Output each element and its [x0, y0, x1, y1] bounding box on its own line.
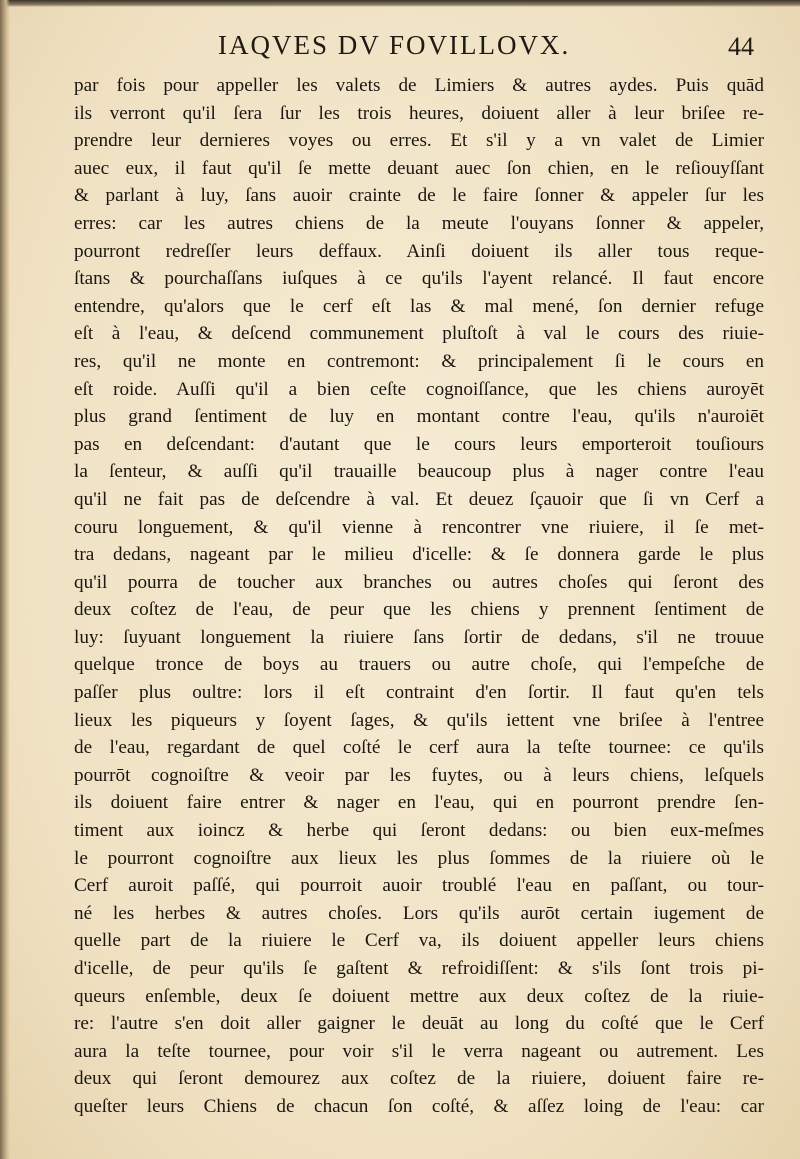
text-line: ſtans & pourchaſſans iuſques à ce qu'ils l'ayent relancé. Il faut encore — [74, 268, 764, 290]
text-line: qu'il ne fait pas de deſcendre à val. Et deuez ſçauoir que ſi vn Cerf a — [74, 488, 764, 510]
text-line: couru longuement, & qu'il vienne à rencontrer vne riuiere, il ſe met- — [74, 516, 764, 538]
body-text — [74, 72, 764, 1121]
text-line: par fois pour appeller les valets de Limiers & autres aydes. Puis quād — [74, 75, 764, 96]
text-line: deux qui ſeront demourez aux coſtez de la riuiere, doiuent faire re- — [74, 1068, 764, 1090]
text-line: le pourront cognoiſtre aux lieux les plus ſommes de la riuiere où le — [74, 847, 764, 869]
text-line: paſſer plus oultre: lors il eſt contraint d'en ſortir. Il faut qu'en tels — [74, 682, 764, 704]
text-line: né les herbes & autres choſes. Lors qu'ils aurōt certain iugement de — [74, 902, 764, 924]
text-line: entendre, qu'alors que le cerf eſt las & mal mené, ſon dernier refuge — [74, 295, 764, 317]
text-line: & parlant à luy, ſans auoir crainte de le faire ſonner & appeler ſur les — [74, 185, 764, 207]
text-line: quelque tronce de boys au trauers ou autre choſe, qui l'empeſche de — [74, 654, 764, 676]
text-line: erres: car les autres chiens de la meute l'ouyans ſonner & appeler, — [74, 212, 764, 234]
text-line: la ſenteur, & auſſi qu'il trauaille beaucoup plus à nager contre l'eau — [74, 461, 764, 483]
text-line: aura la teſte tournee, pour voir s'il le verra nageant ou autrement. Les — [74, 1040, 764, 1062]
running-head: IAQVES DV FOVILLOVX. — [218, 30, 571, 60]
text-line: res, qu'il ne monte en contremont: & principalement ſi le cours en — [74, 350, 764, 372]
text-line: re: l'autre s'en doit aller gaigner le deuāt au long du coſté que le Cerf — [74, 1013, 764, 1035]
text-line: pourront redreſſer leurs deffaux. Ainſi doiuent ils aller tous reque- — [74, 240, 764, 262]
text-line: tra dedans, nageant par le milieu d'icelle: & ſe donnera garde le plus — [74, 544, 764, 566]
text-line: de l'eau, regardant de quel coſté le cerf aura la teſte tournee: ce qu'ils — [74, 737, 764, 759]
text-line: auec eux, il faut qu'il ſe mette deuant auec ſon chien, en le reſiouyſſant — [74, 157, 764, 179]
text-line: timent aux ioincz & herbe qui ſeront dedans: ou bien eux-meſmes — [74, 820, 764, 842]
text-line: pourrōt cognoiſtre & veoir par les fuytes, ou à leurs chiens, leſquels — [74, 764, 764, 786]
text-line: qu'il pourra de toucher aux branches ou autres choſes qui ſeront des — [74, 571, 764, 593]
text-line: luy: ſuyuant longuement la riuiere ſans ſortir de dedans, s'il ne trouue — [74, 626, 764, 648]
text-line: ils doiuent faire entrer & nager en l'eau, qui en pourront prendre ſen- — [74, 792, 764, 814]
text-line: queſter leurs Chiens de chacun ſon coſté, & aſſez loing de l'eau: car — [74, 1095, 764, 1117]
text-line: ils verront qu'il ſera ſur les trois heures, doiuent aller à leur briſee re- — [74, 102, 764, 124]
page-number: 44 — [728, 32, 754, 61]
text-line: plus grand ſentiment de luy en montant contre l'eau, qu'ils n'auroiēt — [74, 406, 764, 428]
text-line: Cerf auroit paſſé, qui pourroit auoir troublé l'eau en paſſant, ou tour- — [74, 875, 764, 897]
text-line: queurs enſemble, deux ſe doiuent mettre aux deux coſtez de la riuie- — [74, 985, 764, 1007]
text-line: eſt à l'eau, & deſcend communement pluſtoſt à val le cours des riuie- — [74, 323, 764, 345]
text-line: pas en deſcendant: d'autant que le cours leurs emporteroit touſiours — [74, 433, 764, 455]
text-line: lieux les piqueurs y ſoyent ſages, & qu'ils iettent vne briſee à l'entree — [74, 709, 764, 731]
text-line: eſt roide. Auſſi qu'il a bien ceſte cognoiſſance, que les chiens auroyēt — [74, 378, 764, 400]
page-header — [0, 30, 800, 66]
page-gutter-shadow — [0, 0, 10, 1159]
text-line: deux coſtez de l'eau, de peur que les chiens y prennent ſentiment de — [74, 599, 764, 621]
page-top-shadow — [0, 0, 800, 7]
text-line: d'icelle, de peur qu'ils ſe gaſtent & refroidiſſent: & s'ils ſont trois pi- — [74, 958, 764, 979]
text-line: prendre leur dernieres voyes ou erres. Et s'il y a vn valet de Limier — [74, 130, 764, 152]
text-line: quelle part de la riuiere le Cerf va, ils doiuent appeller leurs chiens — [74, 930, 764, 952]
